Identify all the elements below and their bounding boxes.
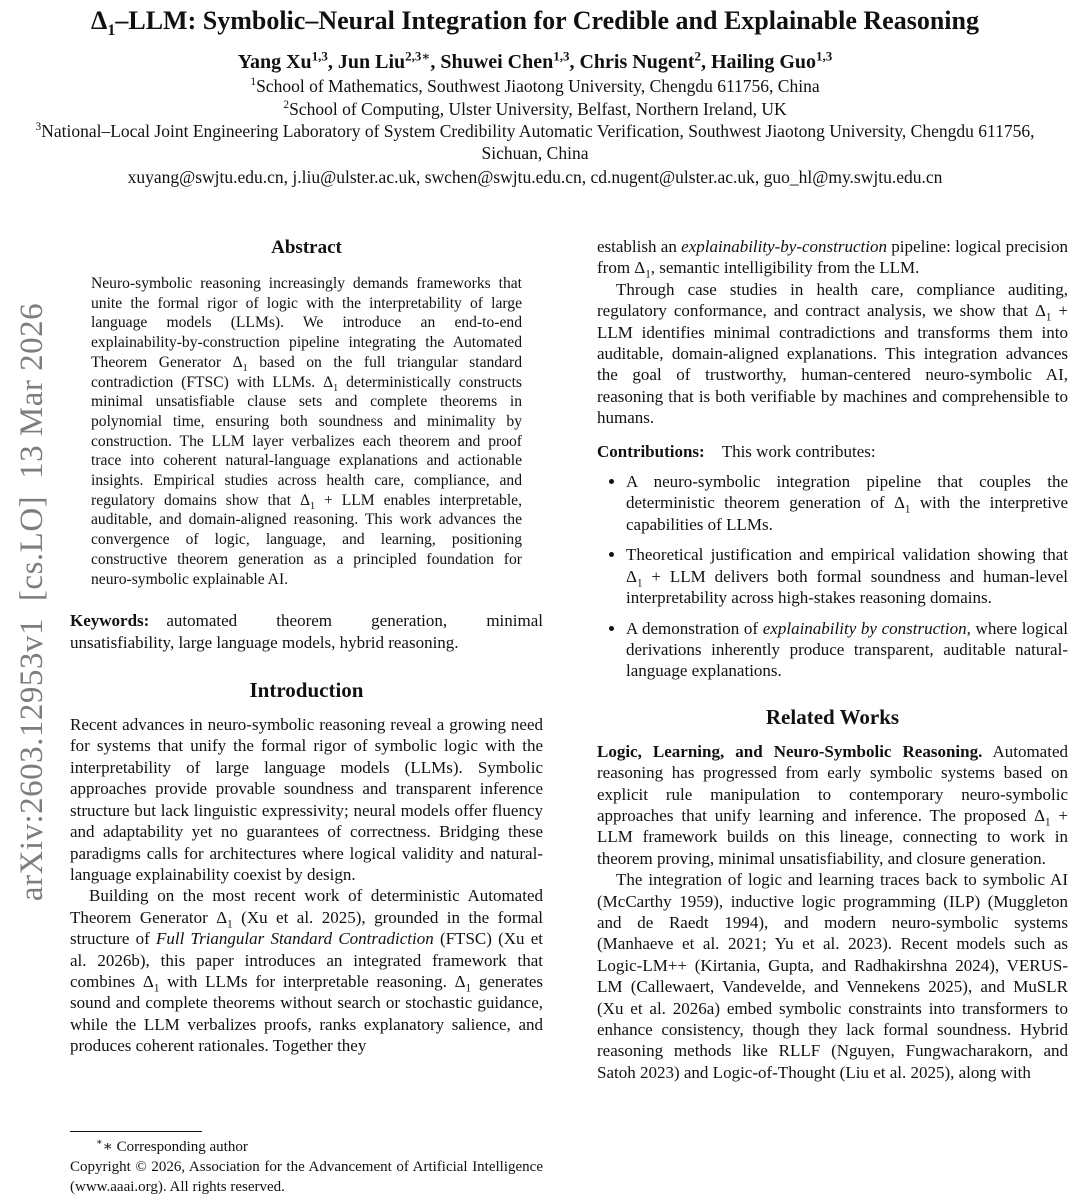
case-studies-paragraph: Through case studies in health care, compliance auditing, regulatory conformance, and contract analysis, we show that $\Delta_1$ + LLM identifies minimal contradictions and transforms them into auditable, domain-aligned explanations. This integration advances the goal of trustworthy, human-centered neuro-symbolic AI, reasoning that is both verifiable by machines and comprehensible to humans.: [597, 279, 1068, 428]
contributions-list: [597, 471, 1068, 682]
footnote-block: [70, 1131, 543, 1197]
introduction-heading: Introduction: [249, 678, 364, 703]
footnote-rule: [70, 1131, 202, 1132]
contribution-item-3: • A demonstration of explainability by construction, where logical derivations inherently produce transparent, auditable natural-language explanations.: [626, 618, 1068, 682]
related-works-heading: Related Works: [765, 704, 900, 729]
related-paragraph-1: Logic, Learning, and Neuro-Symbolic Reasoning. Automated reasoning has progressed from early symbolic systems based on explicit rule manipulation to contemporary neuro-symbolic approaches that unify learning and inference. The proposed $\Delta_1$ + LLM framework builds on this lineage, connecting to work in theorem proving, minimal unsatisfiability, and closure generation.: [597, 741, 1069, 868]
paper-title: $\Delta_1$–LLM: Symbolic–Neural Integration for Credible and Explainable Reasoning: [91, 6, 979, 40]
contribution-item-1: • A neuro-symbolic integration pipeline that couples the deterministic theorem generation of $\Delta_1$ with the interpretive capabilities of LLMs.: [626, 471, 1068, 535]
left-column: [70, 236, 543, 1057]
abstract-text: Neuro-symbolic reasoning increasingly demands frameworks that unite the formal rigor of logic with the interpretability of large language models (LLMs). We introduce an end-to-end explainability-by-construction pipeline integrating the Automated Theorem Generator $\Delta_1$ based on the full triangular standard contradiction (FTSC) with LLMs. $\Delta_1$ deterministically constructs minimal unsatisfiable clause sets and complete theorems in polynomial time, ensuring both soundness and minimality by construction. The LLM layer verbalizes each theorem and proof trace into coherent natural-language explanations and actionable insights. Empirical studies across health care, compliance, and regulatory domains show that $\Delta_1$ + LLM enables interpretable, auditable, and domain-aligned reasoning. This work advances the convergence of logic, language, and learning, positioning constructive theorem generation as a principled foundation for neuro-symbolic explainable AI.: [91, 275, 523, 588]
keywords-line: Keywords: automated theorem generation, minimal unsatisfiability, large language models, hybrid reasoning.: [70, 611, 543, 652]
arxiv-watermark: arXiv:2603.12953v1 [cs.LO] 13 Mar 2026: [14, 302, 50, 902]
contributions-lead: Contributions: This work contributes:: [597, 441, 876, 461]
affiliation-2: $^2$School of Computing, Ulster University, Belfast, Northern Ireland, UK: [283, 98, 787, 119]
abstract-heading: Abstract: [271, 237, 342, 258]
corresponding-author-note: ∗∗ Corresponding author: [96, 1137, 248, 1155]
paper-header: [0, 0, 1070, 189]
intro-paragraph-1: Recent advances in neuro-symbolic reasoning reveal a growing need for systems that unify the formal rigor of symbolic logic with the interpretability of large language models (LLMs). Symbolic approaches provide provable soundness and transparent inference structure but lack linguistic expressivity; neural models offer fluency and adaptability yet no guarantees of correctness. Bridging these paradigms calls for architectures where logical validity and natural-language explainability coexist by design.: [70, 715, 543, 884]
intro-paragraph-2: Building on the most recent work of deterministic Automated Theorem Generator $\Delta_1$ (Xu et al. 2025), grounded in the formal structure of Full Triangular Standard Contradiction (FTSC) (Xu et al. 2026b), this paper introduces an integrated framework that combines $\Delta_1$ with LLMs for interpretable reasoning. $\Delta_1$ generates sound and complete theorems without search or stochastic guidance, while the LLM verbalizes proofs, ranks explanatory salience, and produces coherent rationales. Together they: [70, 886, 543, 1056]
contribution-item-2: • Theoretical justification and empirical validation showing that $\Delta_1$ + LLM delivers both formal soundness and human-level interpretability across high-stakes reasoning domains.: [626, 544, 1068, 608]
right-column: [597, 236, 1068, 1083]
related-paragraph-2: The integration of logic and learning traces back to symbolic AI (McCarthy 1959), inductive logic programming (ILP) (Muggleton and de Raedt 1994), and modern neuro-symbolic systems (Manhaeve et al. 2021; Yu et al. 2023). Recent models such as Logic-LM++ (Kirtania, Gupta, and Radhakirshna 2024), VERUS-LM (Callewaert, Vandevelde, and Vennekens 2025), and MuSLR (Xu et al. 2026a) embed symbolic constraints into transformers to enhance consistency, though they lack formal soundness. Hybrid reasoning methods like RLLF (Nguyen, Fungwacharakorn, and Satoh 2023) and Logic-of-Thought (Liu et al. 2025), along with: [597, 870, 1068, 1082]
copyright-note: Copyright © 2026, Association for the Advancement of Artificial Intelligence (www.aaai.org). All rights reserved.: [70, 1159, 543, 1195]
continuation-paragraph: establish an explainability-by-construction pipeline: logical precision from $\Delta_1$, semantic intelligibility from the LLM.: [597, 237, 1068, 281]
affiliation-3: $^3$National–Local Joint Engineering Laboratory of System Credibility Automatic Verification, Southwest Jiaotong University, Chengdu 611756, Sichuan, China: [35, 121, 1035, 163]
affiliation-1: $^1$School of Mathematics, Southwest Jiaotong University, Chengdu 611756, China: [250, 76, 820, 96]
authors-line: Yang Xu$^{1,3}$, Jun Liu$^{2,3∗}$, Shuwei Chen$^{1,3}$, Chris Nugent$^2$, Hailing Guo$^{1,3}$: [237, 48, 833, 73]
author-emails: xuyang@swjtu.edu.cn, j.liu@ulster.ac.uk, swchen@swjtu.edu.cn, cd.nugent@ulster.ac.uk, guo_hl@my.swjtu.edu.cn: [127, 167, 943, 187]
